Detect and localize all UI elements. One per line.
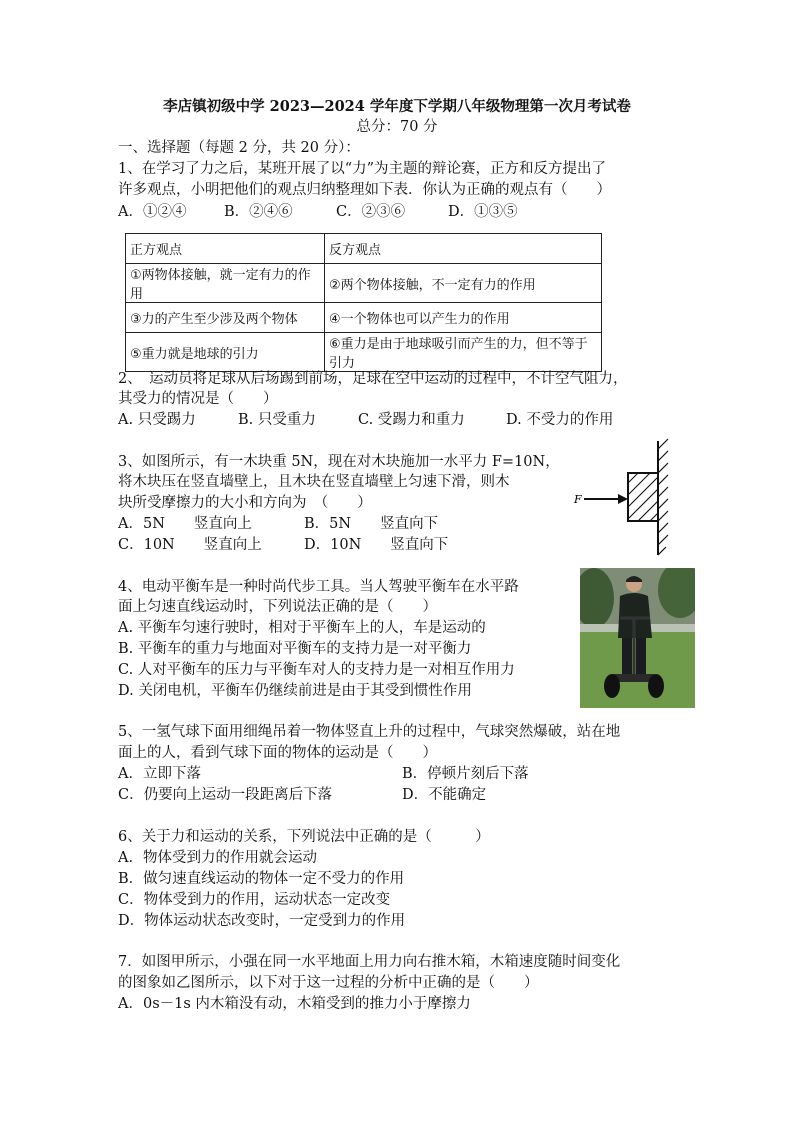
q6-option-b: B．做匀速直线运动的物体一定不受力的作用 (118, 871, 405, 887)
total-score: 总分：70 分 (356, 119, 438, 135)
q2-option-b: B. 只受重力 (238, 412, 316, 428)
table-cell: ①两物体接触，就一定有力的作用 (126, 264, 325, 303)
q6-option-d: D．物体运动状态改变时，一定受到力的作用 (118, 913, 406, 929)
q6-option-c: C．物体受到力的作用，运动状态一定改变 (118, 892, 391, 908)
q2-option-d: D. 不受力的作用 (506, 412, 614, 428)
q4-option-c: C. 人对平衡车的压力与平衡车对人的支持力是一对相互作用力 (118, 662, 515, 678)
q2-stem-line2: 其受力的情况是（ ） (118, 391, 278, 407)
q2-option-a: A. 只受踢力 (118, 412, 196, 428)
q3-option-b: B．5N 竖直向下 (304, 516, 439, 532)
q7-stem-line2: 的图象如乙图所示，以下对于这一过程的分析中正确的是（ ） (118, 975, 539, 991)
q5-option-a: A．立即下落 (118, 766, 201, 782)
q1-option-d: D．①③⑤ (448, 204, 518, 220)
table-header-con: 反方观点 (325, 234, 602, 264)
q1-option-b: B．②④⑥ (224, 204, 293, 220)
exam-title: 李店镇初级中学 2023—2024 学年度下学期八年级物理第一次月考试卷 (163, 98, 631, 115)
q4-stem-line1: 4、电动平衡车是一种时尚代步工具。当人驾驶平衡车在水平路 (118, 579, 519, 595)
q4-option-b: B. 平衡车的重力与地面对平衡车的支持力是一对平衡力 (118, 641, 472, 657)
q1-option-a: A．①②④ (118, 204, 187, 220)
q1-stem-line2: 许多观点，小明把他们的观点归纳整理如下表．你认为正确的观点有（ ） (118, 182, 611, 198)
q5-option-b: B．停顿片刻后下落 (402, 766, 529, 782)
q5-stem-line2: 面上的人，看到气球下面的物体的运动是（ ） (118, 745, 437, 761)
section-heading: 一、选择题（每题 2 分，共 20 分）： (118, 140, 360, 156)
table-cell: ⑥重力是由于地球吸引而产生的力，但不等于引力 (325, 333, 602, 372)
table-row (126, 264, 602, 303)
q7-stem-line1: 7．如图甲所示，小强在同一水平地面上用力向右推木箱，木箱速度随时间变化 (118, 954, 621, 970)
q4-option-d: D. 关闭电机，平衡车仍继续前进是由于其受到惯性作用 (118, 683, 472, 699)
q3-option-a: A．5N 竖直向上 (118, 516, 252, 532)
table-header-pro: 正方观点 (126, 234, 325, 264)
q5-stem-line1: 5、一氢气球下面用细绳吊着一物体竖直上升的过程中，气球突然爆破，站在地 (118, 724, 621, 740)
q5-option-c: C．仍要向上运动一段距离后下落 (118, 787, 333, 803)
q4-option-a: A. 平衡车匀速行驶时，相对于平衡车上的人，车是运动的 (118, 620, 486, 636)
left-wheel (604, 674, 620, 698)
force-label: F (574, 493, 582, 506)
q3-option-c: C．10N 竖直向上 (118, 537, 262, 553)
table-cell: ②两个物体接触，不一定有力的作用 (325, 264, 602, 303)
q1-option-c: C．②③⑥ (336, 204, 406, 220)
q1-stem-line1: 1、在学习了力之后，某班开展了以“力”为主题的辩论赛，正方和反方提出了 (118, 161, 607, 177)
q4-stem-line2: 面上匀速直线运动时，下列说法正确的是（ ） (118, 599, 437, 615)
table-cell: ⑤重力就是地球的引力 (126, 333, 325, 372)
force-arrowhead (618, 494, 628, 504)
q2-stem-line1: 2、 运动员将足球从后场踢到前场，足球在空中运动的过程中，不计空气阻力， (118, 371, 628, 387)
balance-scooter-photo (580, 568, 695, 708)
viewpoints-table (125, 233, 602, 372)
wall-block-figure (570, 437, 690, 557)
q7-option-a: A．0s－1s 内木箱没有动，木箱受到的推力小于摩擦力 (118, 996, 471, 1012)
table-cell: ④一个物体也可以产生力的作用 (325, 303, 602, 333)
q6-option-a: A．物体受到力的作用就会运动 (118, 850, 317, 866)
q6-stem-line1: 6、关于力和运动的关系，下列说法中正确的是（ ） (118, 829, 490, 845)
q2-option-c: C. 受踢力和重力 (358, 412, 465, 428)
table-row (126, 333, 602, 372)
q3-option-d: D．10N 竖直向下 (304, 537, 449, 553)
q3-stem-line1: 3、如图所示，有一木块重 5N，现在对木块施加一水平力 F=10N， (118, 454, 560, 470)
right-wheel (648, 674, 664, 698)
q3-stem-line3: 块所受摩擦力的大小和方向为 （ ） (118, 495, 372, 511)
wall-hatching (658, 439, 668, 555)
table-header-row (126, 234, 602, 264)
q3-stem-line2: 将木块压在竖直墙壁上，且木块在竖直墙壁上匀速下滑，则木 (118, 474, 510, 490)
q5-option-d: D．不能确定 (402, 787, 487, 803)
table-cell: ③力的产生至少涉及两个物体 (126, 303, 325, 333)
table-row (126, 303, 602, 333)
